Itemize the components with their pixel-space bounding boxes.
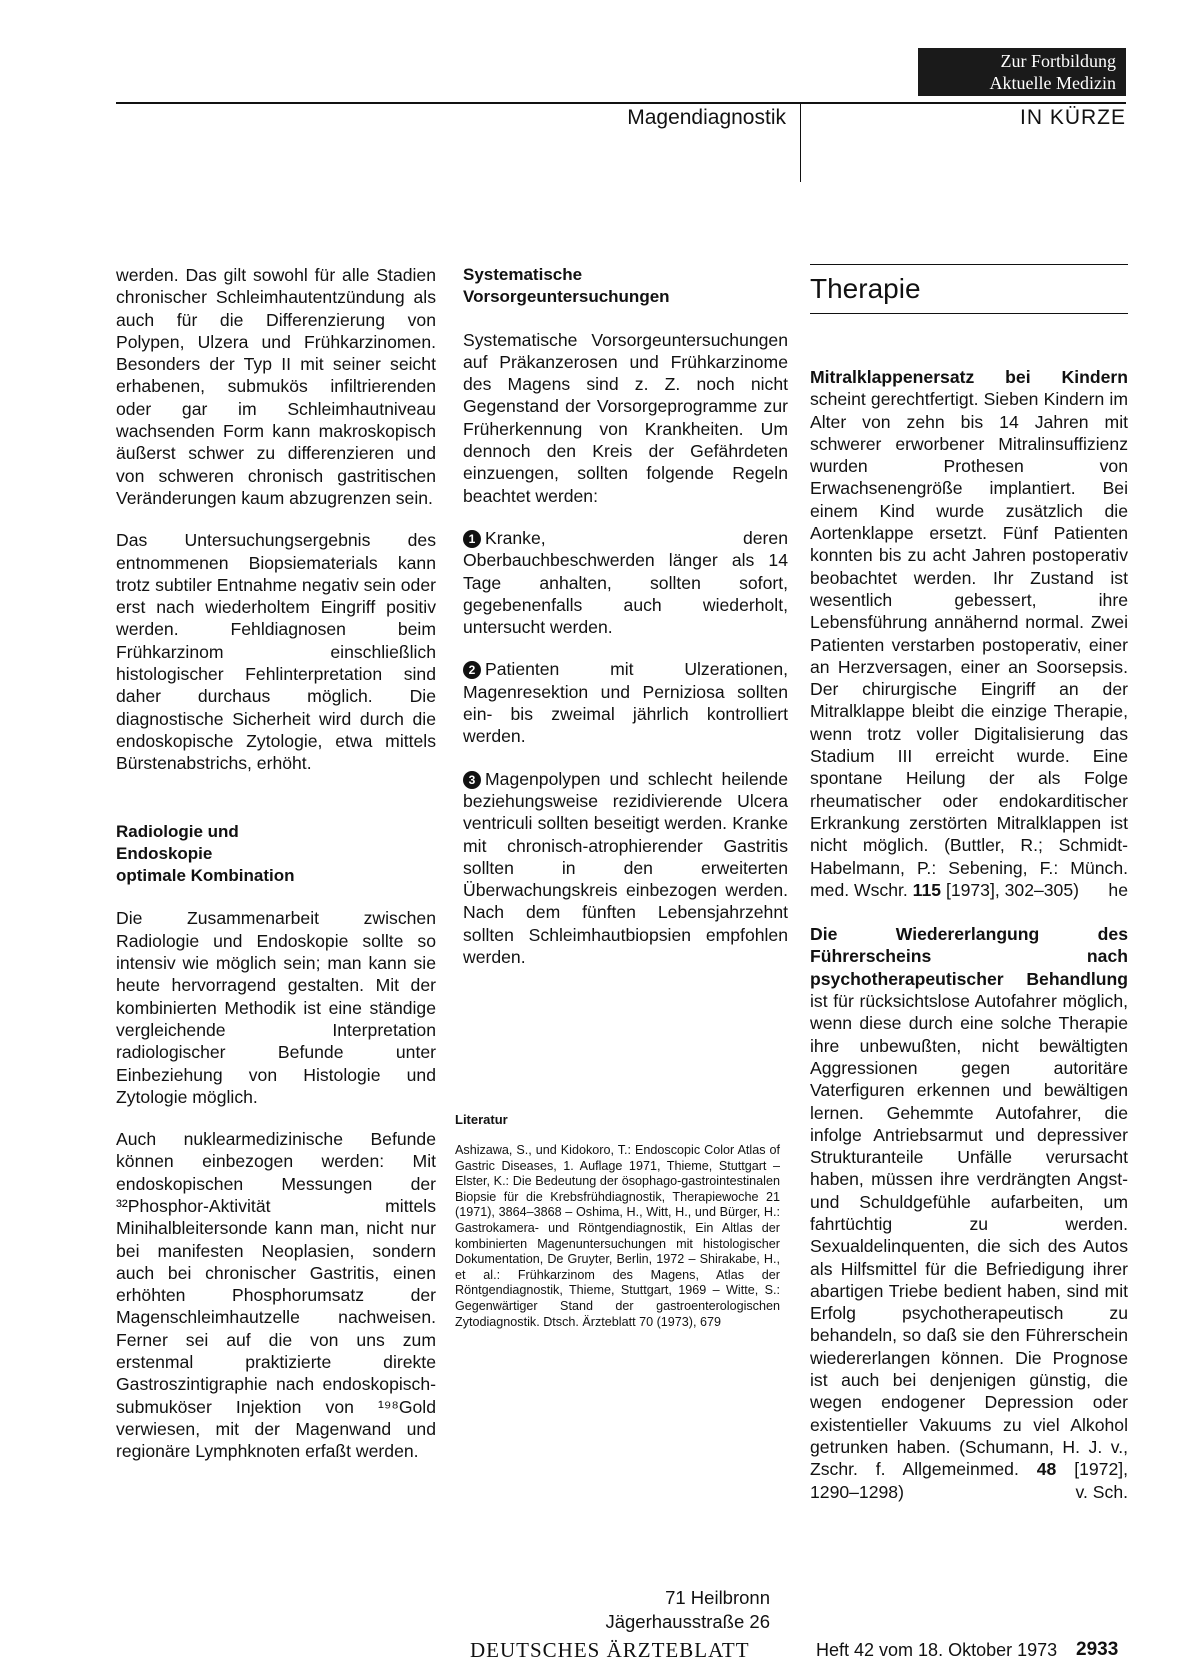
col1-paragraph-1: werden. Das gilt sowohl für alle Stadien chronischer Schleimhautentzündung als auch für die Differenzierung von Polypen, Ulzera und Frühkarzinomen. Besonders der Typ II mit seiner seicht erhabenen, submukös infiltrierenden oder gar im Schleimhautniveau wachsenden Form kann makroskopisch äußerst schwer zu differenzieren und von schweren chronisch gastritischen Veränderungen kaum abzugrenzen sein. <box>116 265 436 508</box>
section-label-left: Magendiagnostik <box>627 106 786 129</box>
list-item-3 <box>463 768 788 969</box>
article-fuehrerschein-signature: v. Sch. <box>1075 1481 1128 1502</box>
badge-line-2: Aktuelle Medizin <box>989 73 1116 93</box>
article-fuehrerschein-ref-vol: 48 <box>1036 1459 1057 1480</box>
literature-text: Ashizawa, S., und Kidokoro, T.: Endoscopic Color Atlas of Gastric Diseases, 1. Auflage 1971, Thieme, Stuttgart – Elster, K.: Die Bedeutung der ösophago-gastrointestinalen Biopsie für die Krebsfrühdiagnostik, Therapiewoche 21 (1971), 3864–3868 – Oshima, H., Witt, H., und Bürger, H.: Gastrokamera- und Röntgendiagnostik, Ein Altlas der kombinierten Magenuntersuchungen mit histologischer Dokumentation, De Gruyter, Berlin, 1972 – Shirakabe, H., et al.: Frühkarzinom des Magens, Atlas der Röntgendiagnostik, Thieme, Stuttgart, 1969 – Witte, S.: Gegenwärtiger Stand der gastroenterologischen Zytodiagnostik. Dtsch. Ärzteblatt 70 (1973), 679 <box>455 1143 780 1329</box>
article-mitral <box>810 366 1128 901</box>
article-mitral-title: Mitralklappenersatz bei Kindern <box>810 367 1128 387</box>
article-mitral-ref-vol: 115 <box>912 879 942 900</box>
col1-paragraph-3: Die Zusammenarbeit zwischen Radiologie und Endoskopie sollte so intensiv wie möglich sein; man kann sie heute hervorragend gestalten. Mit der kombinierten Methodik ist eine ständige vergleichende Interpretation radiologischer Befunde unter Einbeziehung von Histologie und Zytologie möglich. <box>116 908 436 1107</box>
list-item-2 <box>463 658 788 747</box>
issue-info: Heft 42 vom 18. Oktober 1973 <box>816 1640 1058 1660</box>
header-divider <box>800 102 801 182</box>
list-item-1-text: Kranke, deren Oberbauchbeschwerden länger als 14 Tage anhalten, sollten sofort, gegebenenfalls auch wiederholt, untersucht werden. <box>463 527 788 638</box>
column-1 <box>116 264 436 1483</box>
section-badge <box>918 48 1126 96</box>
column-3 <box>810 264 1128 1523</box>
article-fuehrerschein-title: Die Wiedererlangung des Führerscheins nach psychotherapeutischer Behandlung <box>810 924 1128 989</box>
col2-heading-line-1: Systematische <box>463 265 583 284</box>
article-fuehrerschein-text: ist für rücksichtslose Autofahrer möglich, wenn diese durch eine solche Therapie ihre unbewußten, nicht bewältigten Aggressionen gegen autoritäre Vaterfiguren erkennen und bewältigen lernen. Gehemmte Autofahrer, die infolge Antriebsarmut und depressiver Strukturanteile Unfälle verursacht haben, müssen ihre verdrängten Angst- und Schuldgefühle aufarbeiten, um fahrtüchtig zu werden. Sexualdelinquenten, die sich des Autos als Hilfsmittel für die Befriedigung ihrer abartigen Triebe bedient haben, sind mit Erfolg psychotherapeutisch zu behandeln, so daß sie den Führerschein wiedererlangen können. Die Prognose ist auch bei denjenigen günstig, die wegen endogener Depression oder existentieller Vakuums zu viel Alkohol getrunken haben. (Schumann, H. J. v., Zschr. f. Allgemeinmed. <box>810 991 1128 1480</box>
article-mitral-ref: [1973], 302–305) <box>945 879 1079 900</box>
col1-paragraph-4: Auch nuklearmedizinische Befunde können einbezogen werden: Mit endoskopischen Messungen der ³²Phosphor-Aktivität mittels Minihalbleitersonde kann man, nicht nur bei manifesten Neoplasien, sondern auch bei chronischer Gastritis, einen erhöhten Phosphorumsatz der Magenschleimhautzelle nachweisen. Ferner sei auf die von uns zum erstenmal praktizierte direkte Gastroszintigraphie nach endoskopisch-submuköser Injektion von ¹⁹⁸Gold verwiesen, mit der Magenwand und regionäre Lymphknoten erfaßt werden. <box>116 1129 436 1462</box>
header-rule <box>116 102 1126 104</box>
col2-paragraph-1: Systematische Vorsorgeuntersuchungen auf Präkanzerosen und Frühkarzinome des Magens sind z. Z. noch nicht Gegenstand der Vorsorgeprogramme zur Früherkennung von Krankheiten. Um dennoch den Kreis der Gefährdeten einzuengen, sollten folgende Regeln beachtet werden: <box>463 329 788 506</box>
address-line-1: 71 Heilbronn <box>665 1587 770 1608</box>
article-fuehrerschein-ref: [1972], 1290–1298) <box>810 1459 1129 1502</box>
author-address <box>540 1586 770 1634</box>
number-3-icon: 3 <box>463 771 481 789</box>
therapie-title: Therapie <box>810 273 921 304</box>
article-mitral-text: scheint gerechtfertigt. Sieben Kindern im Alter von zehn bis 14 Jahren mit schwerer erworbener Mitralinsuffizienz wurden Prothesen von Erwachsenengröße implantiert. Bei einem Kind wurde zusätzlich die Aortenklappe ersetzt. Fünf Patienten konnten bis zu acht Jahren postoperativ beobachtet werden. Ihr Zustand ist wesentlich gebessert, ihre Lebensführung annähernd normal. Zwei Patienten verstarben postoperativ, einer an Herzversagen, einer an Soorsepsis. Der chirurgische Eingriff an der Mitralklappe bleibt die einzige Therapie, wenn trotz voller Digitalisierung das Stadium III erreicht wurde. Eine spontane Heilung der als Folge rheumatischer oder endokarditischer Erkrankung zerstörten Mitralklappen ist nicht möglich. (Buttler, R.; Schmidt-Habelmann, P.: Sebening, F.: Münch. med. Wschr. <box>810 389 1128 900</box>
col1-heading <box>116 821 436 888</box>
badge-line-1: Zur Fortbildung <box>1000 51 1116 71</box>
address-line-2: Jägerhausstraße 26 <box>605 1611 770 1632</box>
literature-block <box>455 1112 780 1330</box>
col1-heading-line-1: Radiologie und <box>116 821 239 841</box>
article-fuehrerschein <box>810 923 1128 1503</box>
col1-heading-line-3: optimale Kombination <box>116 866 295 886</box>
col2-heading-line-2: Vorsorgeuntersuchungen <box>463 287 670 307</box>
section-label-right: IN KÜRZE <box>1019 106 1126 129</box>
therapie-rule-bottom <box>810 313 1128 314</box>
col2-heading <box>463 264 788 309</box>
number-1-icon: 1 <box>463 530 481 548</box>
number-2-icon: 2 <box>463 661 481 679</box>
list-item-3-text: Magenpolypen und schlecht heilende beziehungsweise rezidivierende Ulcera ventriculi sollten beseitigt werden. Kranke mit chronisch-atrophierender Gastritis sollten in den erweiterten Überwachungskreis einbezogen werden. Nach dem fünften Lebensjahrzehnt sollten Schleimhautbiopsien empfohlen werden. <box>463 768 788 968</box>
therapie-rule-top <box>810 264 1128 265</box>
col1-paragraph-2: Das Untersuchungsergebnis des entnommenen Biopsiematerials kann trotz subtiler Entnahme negativ sein oder erst nach wiederholtem Eingriff positiv werden. Fehldiagnosen beim Frühkarzinom einschließlich histologischer Fehlinterpretation sind daher durchaus möglich. Die diagnostische Sicherheit wird durch die endoskopische Zytologie, etwa mittels Bürstenabstrichs, erhöht. <box>116 530 436 774</box>
list-item-2-text: Patienten mit Ulzerationen, Magenresektion und Perniziosa sollten ein- bis zweimal jährlich kontrolliert werden. <box>463 659 788 747</box>
article-mitral-signature: he <box>1108 879 1128 900</box>
page-number: 2933 <box>1076 1639 1119 1660</box>
journal-name: DEUTSCHES ÄRZTEBLATT <box>470 1638 750 1662</box>
col1-heading-line-2: Endoskopie <box>116 843 213 863</box>
list-item-1 <box>463 527 788 638</box>
column-2 <box>463 264 788 988</box>
literature-heading: Literatur <box>455 1112 508 1127</box>
